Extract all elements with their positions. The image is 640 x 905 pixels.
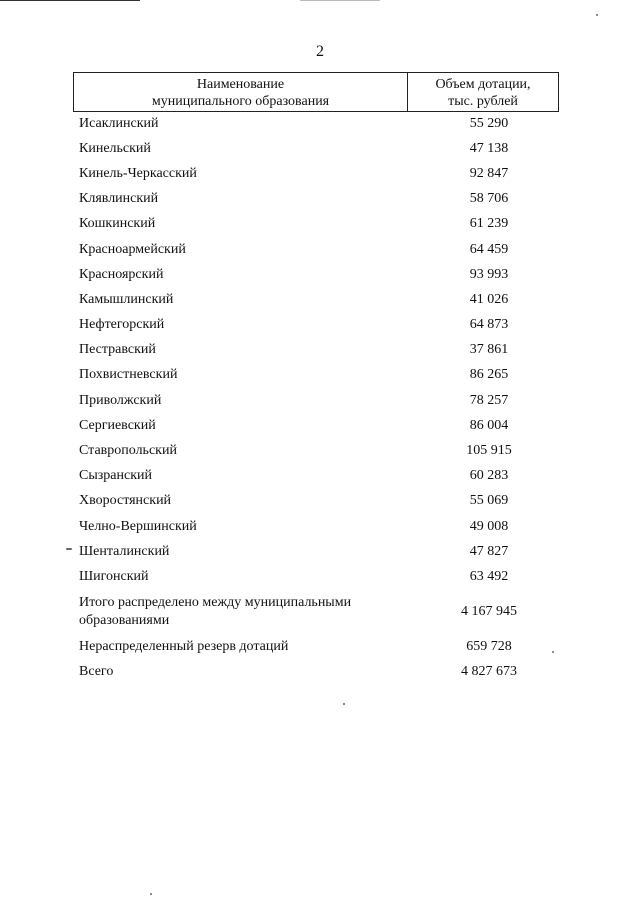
municipality-name: Шигонский [79, 568, 149, 584]
subsidy-value: 92 847 [469, 165, 509, 181]
scan-speck [596, 14, 598, 16]
grand-total-row [79, 660, 559, 685]
reserve-label: Нераспределенный резерв дотаций [79, 639, 289, 655]
table-row [79, 262, 559, 287]
table-row [79, 514, 559, 539]
municipality-name: Приволжский [79, 392, 162, 408]
municipality-name: Камышлинский [79, 291, 174, 307]
header-name-line1: Наименование [196, 77, 285, 92]
table-row [79, 413, 559, 438]
municipality-name: Сызранский [79, 468, 152, 484]
municipality-name: Шенталинский [79, 543, 170, 559]
table-row [79, 313, 559, 338]
table-header [73, 72, 559, 112]
scan-speck [343, 703, 345, 705]
subsidy-value: 86 004 [469, 417, 509, 433]
municipality-name: Ставропольский [79, 443, 177, 459]
scan-speck [66, 548, 72, 550]
table-row [79, 438, 559, 463]
reserve-row [79, 635, 559, 660]
subsidy-value: 63 492 [469, 568, 509, 584]
subsidy-value: 41 026 [469, 291, 509, 307]
subsidy-value: 64 459 [469, 241, 509, 257]
table-row [79, 212, 559, 237]
table-row [79, 237, 559, 262]
municipality-name: Исаклинский [79, 115, 159, 131]
total-distributed-label-line2: образованиями [79, 613, 170, 629]
municipality-name: Пестравский [79, 342, 156, 358]
municipality-name: Клявлинский [79, 191, 159, 207]
municipality-name: Похвистневский [79, 367, 178, 383]
header-name-line2: муниципального образования [151, 94, 330, 109]
table-row [79, 363, 559, 388]
municipality-name: Красноярский [79, 266, 164, 282]
scan-top-rule-faint [300, 0, 380, 1]
total-distributed-value: 4 167 945 [461, 604, 517, 620]
subsidy-value: 37 861 [469, 342, 509, 358]
municipality-name: Нефтегорский [79, 317, 165, 333]
table-row [79, 111, 559, 136]
subsidy-value: 58 706 [469, 191, 509, 207]
municipality-name: Сергиевский [79, 417, 156, 433]
subsidy-value: 105 915 [466, 443, 512, 459]
table-row [79, 564, 559, 589]
reserve-value: 659 728 [466, 639, 512, 655]
table-row [79, 187, 559, 212]
header-value-column [408, 73, 558, 111]
header-value-line1: Объем дотации, [435, 77, 531, 92]
municipality-name: Кинельский [79, 140, 151, 156]
subsidy-value: 78 257 [469, 392, 509, 408]
grand-total-value: 4 827 673 [461, 664, 517, 680]
total-distributed-label [79, 594, 409, 630]
subsidy-value: 55 290 [469, 115, 509, 131]
page-number: 2 [316, 43, 324, 60]
total-distributed-row [79, 590, 559, 635]
table-row [79, 464, 559, 489]
table-row [79, 338, 559, 363]
header-name-column [74, 73, 408, 111]
subsidy-value: 61 239 [469, 216, 509, 232]
municipality-name: Хворостянский [79, 493, 172, 509]
subsidy-value: 86 265 [469, 367, 509, 383]
grand-total-label: Всего [79, 664, 114, 680]
header-value-line2: тыс. рублей [448, 94, 518, 109]
subsidy-value: 55 069 [469, 493, 509, 509]
municipality-name: Красноармейский [79, 241, 186, 257]
subsidy-value: 64 873 [469, 317, 509, 333]
table-row [79, 287, 559, 312]
table-body [79, 111, 559, 685]
subsidy-value: 47 827 [469, 543, 509, 559]
subsidy-value: 47 138 [469, 140, 509, 156]
table-row [79, 539, 559, 564]
subsidy-value: 60 283 [469, 468, 509, 484]
total-distributed-label-line1: Итого распределено между муниципальными [79, 595, 352, 611]
table-row [79, 388, 559, 413]
scan-speck [150, 893, 152, 895]
table-row [79, 161, 559, 186]
table-row [79, 489, 559, 514]
subsidy-value: 49 008 [469, 518, 509, 534]
municipality-name: Челно-Вершинский [79, 518, 197, 534]
scan-top-rule [0, 0, 140, 1]
scan-speck [552, 651, 554, 653]
subsidy-value: 93 993 [469, 266, 509, 282]
table-row [79, 136, 559, 161]
municipality-name: Кошкинский [79, 216, 156, 232]
municipality-name: Кинель-Черкасский [79, 165, 197, 181]
